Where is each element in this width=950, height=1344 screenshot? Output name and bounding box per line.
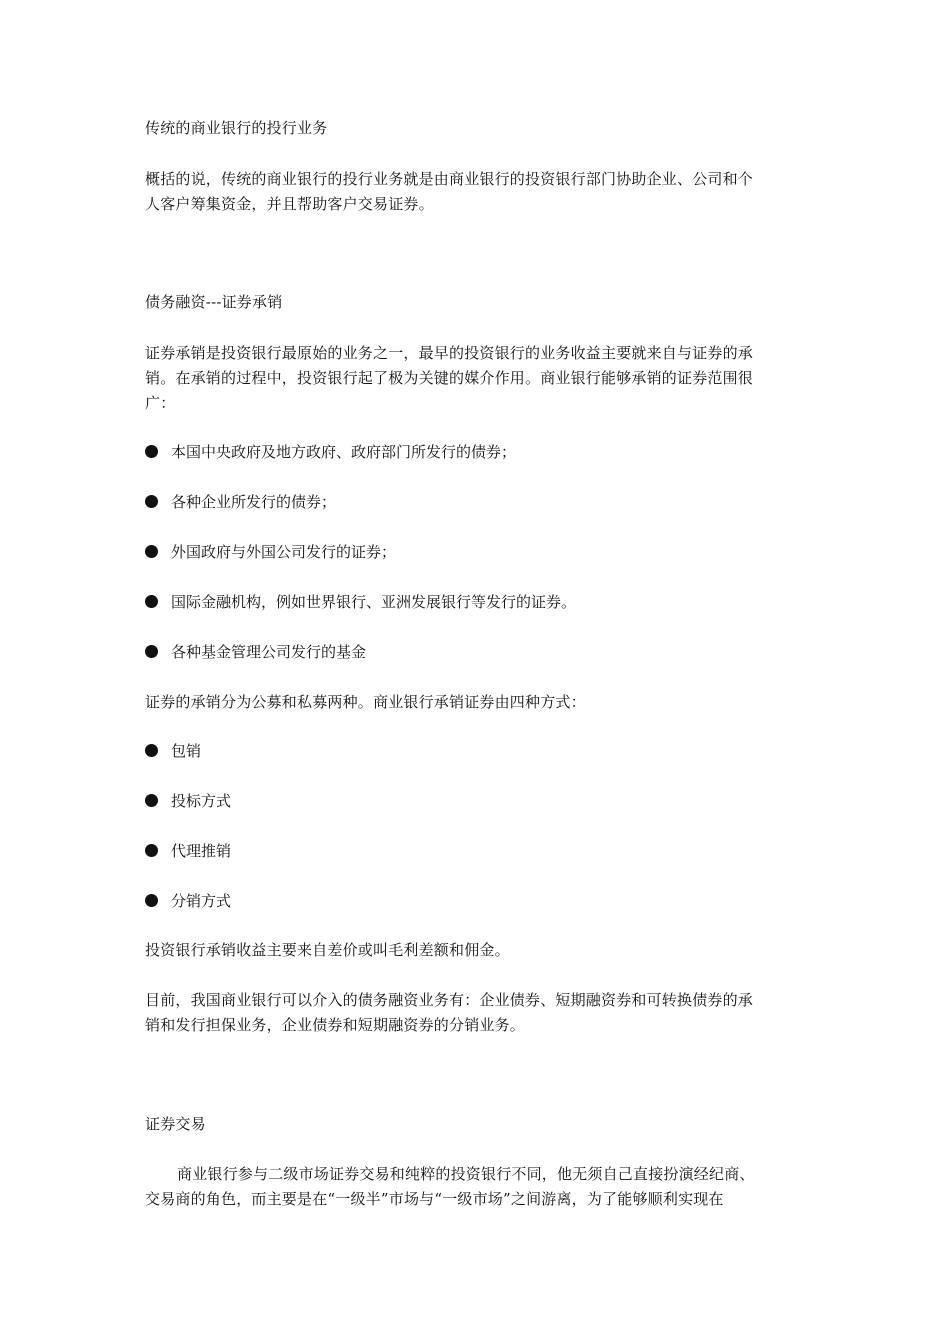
bullet-icon bbox=[145, 844, 158, 857]
paragraph-line: 交易商的角色，而主要是在“一级半”市场与“一级市场”之间游离，为了能够顺利实现在 bbox=[145, 1190, 724, 1208]
paragraph-line: 人客户筹集资金，并且帮助客户交易证券。 bbox=[145, 195, 434, 213]
list-item-text: 各种企业所发行的债券； bbox=[171, 493, 337, 511]
bullet-icon bbox=[145, 645, 158, 658]
list-item-scope bbox=[145, 590, 809, 615]
bullet-icon bbox=[145, 794, 158, 807]
paragraph-line: 投资银行承销收益主要来自差价或叫毛利差额和佣金。 bbox=[145, 941, 510, 959]
list-item-method bbox=[145, 889, 809, 914]
bullet-icon bbox=[145, 744, 158, 757]
paragraph-line: 证券的承销分为公募和私募两种。商业银行承销证券由四种方式： bbox=[145, 693, 586, 711]
list-item-text: 外国政府与外国公司发行的证券； bbox=[171, 543, 397, 561]
paragraph-line: 概括的说，传统的商业银行的投行业务就是由商业银行的投资银行部门协助企业、公司和个 bbox=[145, 170, 754, 188]
section-heading-debt-financing: 债务融资---证券承销 bbox=[145, 293, 283, 311]
paragraph-line: 销。在承销的过程中，投资银行起了极为关键的媒介作用。商业银行能够承销的证券范围很 bbox=[145, 369, 754, 387]
list-item-scope bbox=[145, 440, 809, 465]
list-item-text: 投标方式 bbox=[171, 792, 232, 810]
bullet-icon bbox=[145, 445, 158, 458]
bullet-icon bbox=[145, 495, 158, 508]
list-item-method bbox=[145, 739, 809, 764]
list-item-scope bbox=[145, 490, 809, 515]
list-item-text: 代理推销 bbox=[171, 842, 232, 860]
list-item-scope bbox=[145, 640, 809, 665]
list-item-text: 国际金融机构，例如世界银行、亚洲发展银行等发行的证券。 bbox=[171, 593, 577, 611]
bullet-icon bbox=[145, 545, 158, 558]
list-item-text: 各种基金管理公司发行的基金 bbox=[171, 643, 367, 661]
bullet-icon bbox=[145, 894, 158, 907]
list-item-method bbox=[145, 839, 809, 864]
bullet-icon bbox=[145, 595, 158, 608]
paragraph-line: 目前，我国商业银行可以介入的债务融资业务有：企业债券、短期融资券和可转换债券的承 bbox=[145, 991, 754, 1009]
paragraph-line: 商业银行参与二级市场证券交易和纯粹的投资银行不同，他无须自己直接扮演经纪商、 bbox=[177, 1165, 755, 1183]
section-heading-traditional-ib: 传统的商业银行的投行业务 bbox=[145, 119, 328, 137]
section-heading-securities-trading: 证券交易 bbox=[145, 1115, 206, 1133]
list-item-text: 分销方式 bbox=[171, 892, 232, 910]
paragraph-line: 广： bbox=[145, 394, 176, 412]
list-item-scope bbox=[145, 540, 809, 565]
list-item-method bbox=[145, 789, 809, 814]
paragraph-line: 销和发行担保业务，企业债券和短期融资券的分销业务。 bbox=[145, 1016, 526, 1034]
list-item-text: 本国中央政府及地方政府、政府部门所发行的债券； bbox=[171, 443, 517, 461]
list-item-text: 包销 bbox=[171, 742, 202, 760]
paragraph-line: 证券承销是投资银行最原始的业务之一，最早的投资银行的业务收益主要就来自与证券的承 bbox=[145, 344, 754, 362]
